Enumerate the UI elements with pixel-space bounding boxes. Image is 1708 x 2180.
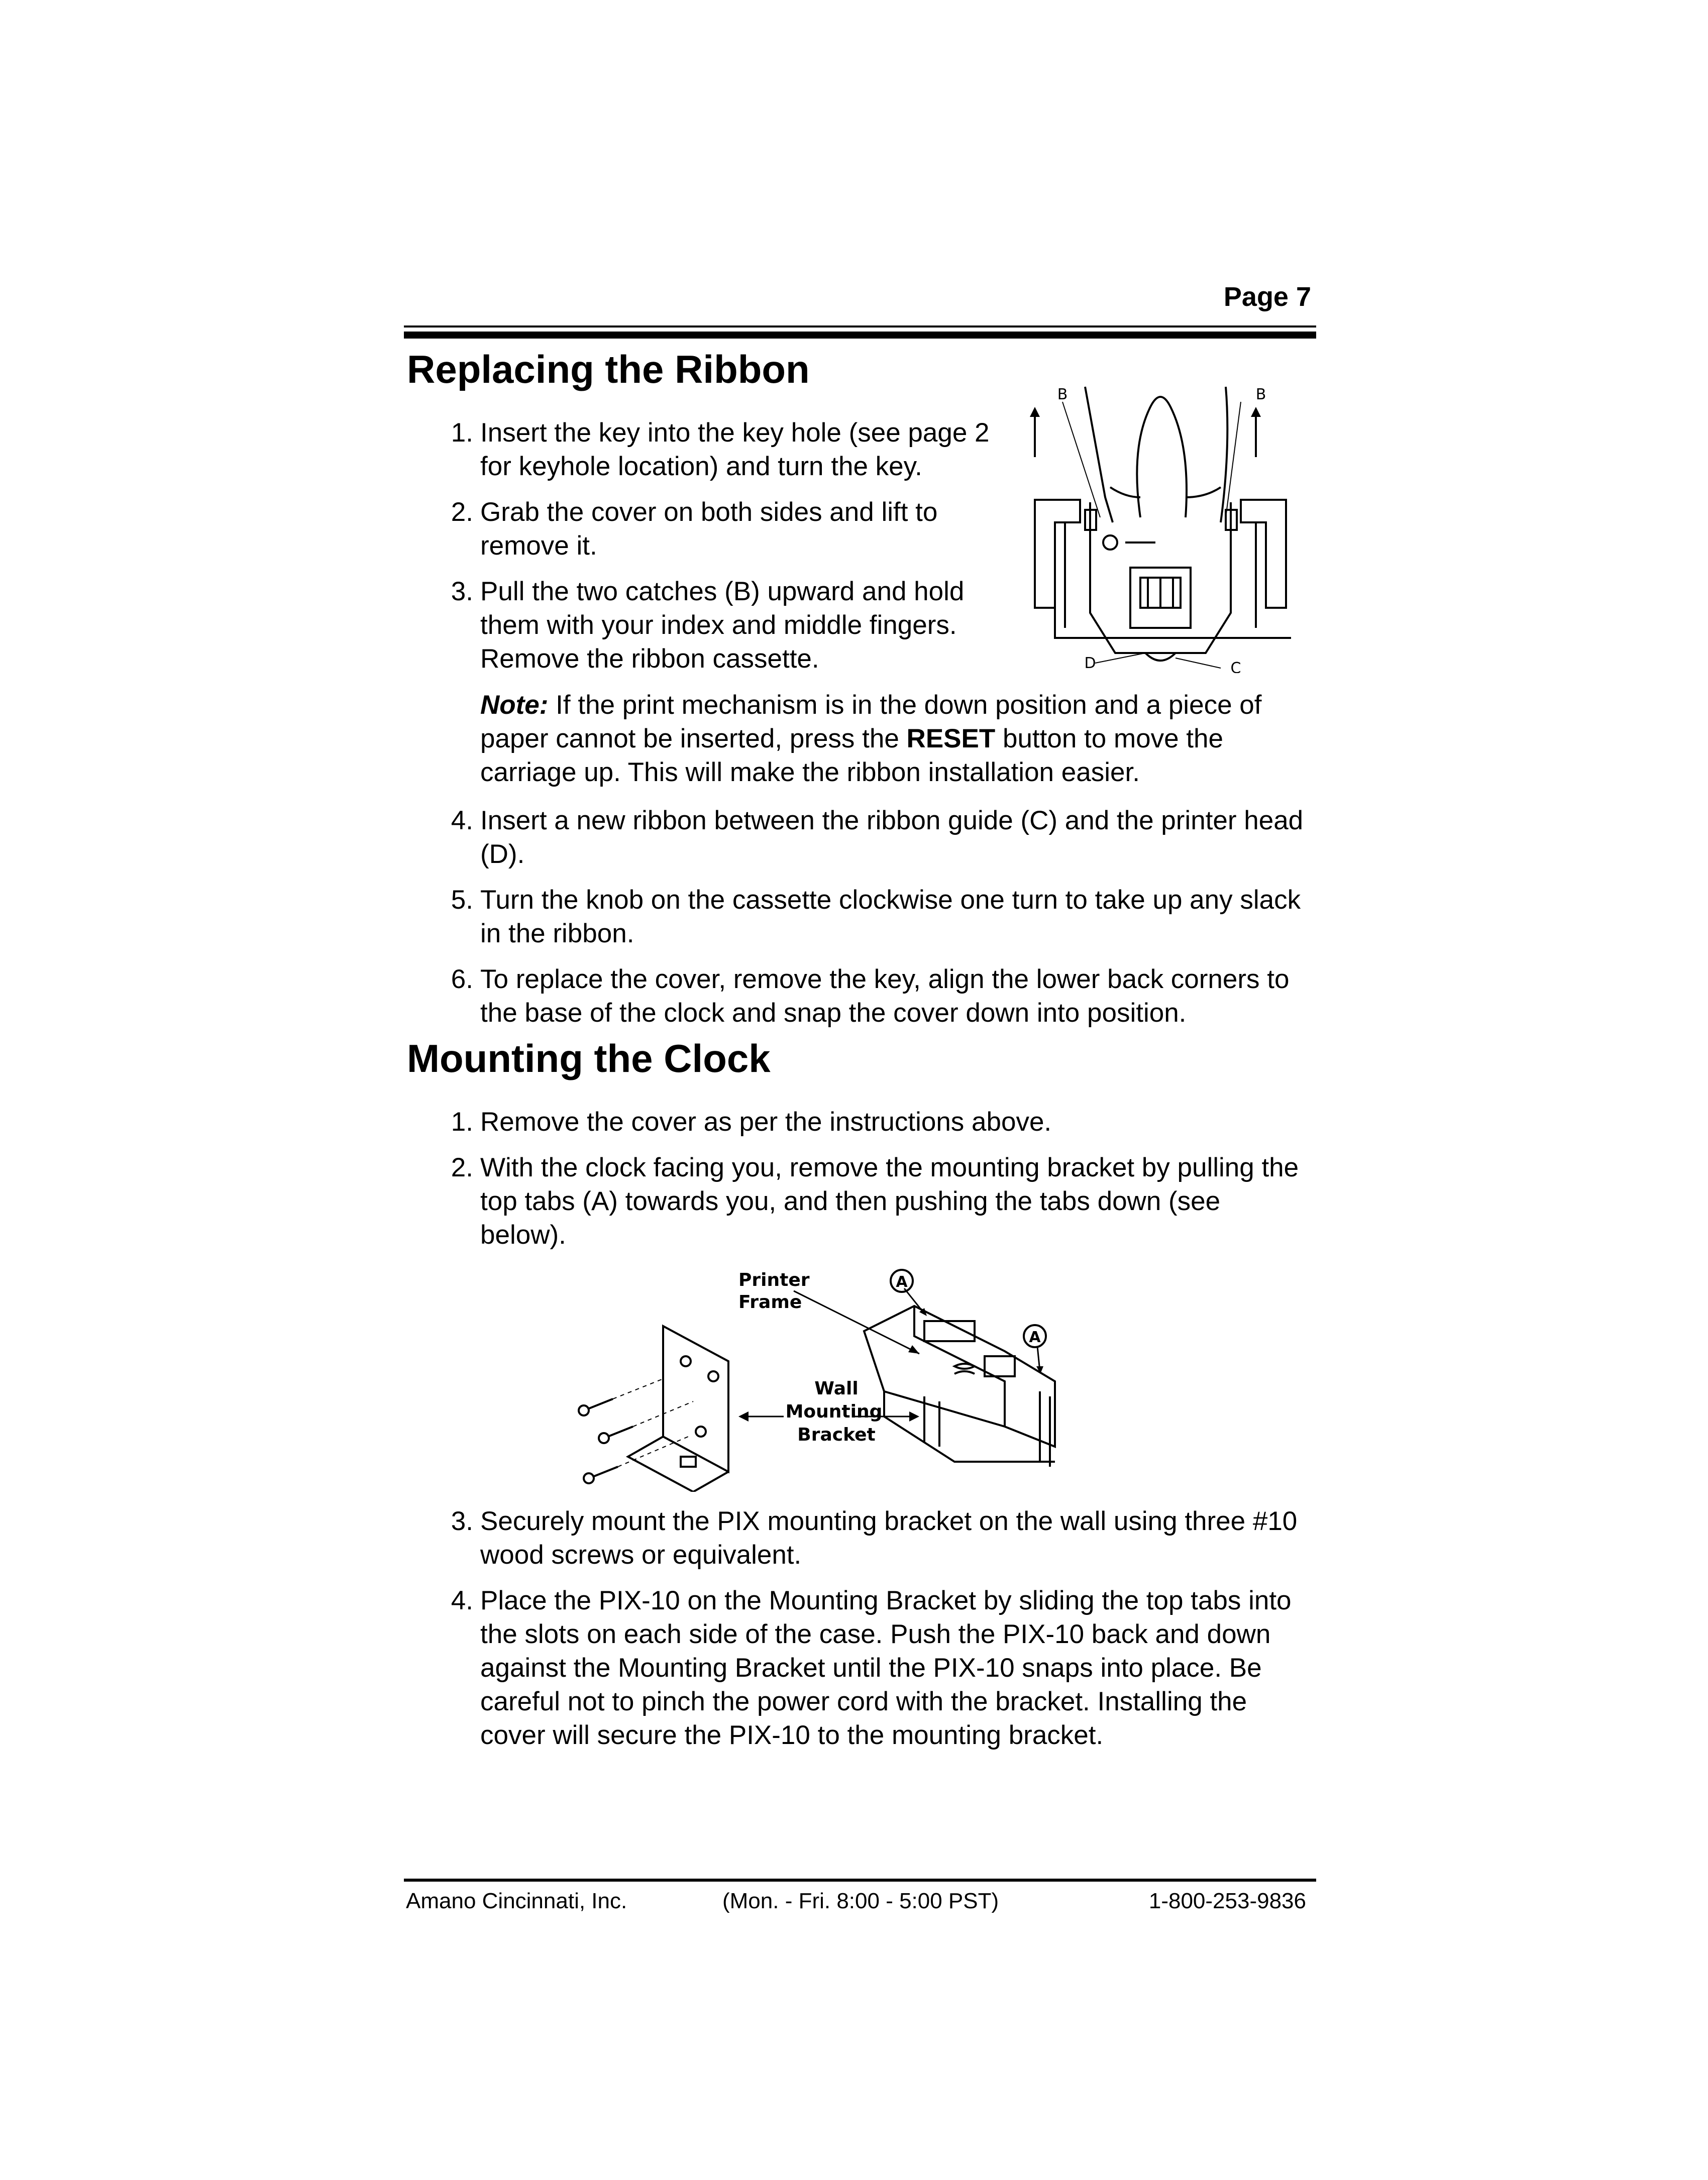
ribbon-steps-4-6 xyxy=(432,804,1316,1030)
list-item xyxy=(432,883,1316,950)
label-frame: Frame xyxy=(738,1292,802,1313)
list-item xyxy=(432,495,1035,563)
arrowhead-right-icon xyxy=(1251,407,1261,417)
list-item xyxy=(432,575,1035,676)
arrowhead-icon xyxy=(908,1345,919,1354)
header-rule-thick xyxy=(404,332,1316,339)
step-text: Turn the knob on the cassette clockwise one turn to take up any slack in the ribbon. xyxy=(480,885,1301,948)
knob-icon xyxy=(1103,535,1117,550)
finger-right-outer xyxy=(1221,387,1227,522)
label-tab-a1: A xyxy=(896,1273,908,1291)
list-item xyxy=(432,1151,1316,1252)
step-number: 4. xyxy=(451,1586,473,1615)
footer-hours: (Mon. - Fri. 8:00 - 5:00 PST) xyxy=(722,1889,999,1913)
wall-bracket-plate xyxy=(663,1326,728,1472)
step-number: 1. xyxy=(451,1107,473,1137)
step-text: Place the PIX-10 on the Mounting Bracket by sliding the top tabs into the slots on each side of the case. Push the PIX-10 back and down against the Mounting Bracket until the PIX-10 snaps into place. Be careful not to pinch the power cord with the bracket. Installing the cover will secure the PIX-10 to the mounting bracket. xyxy=(480,1586,1292,1750)
label-d: D xyxy=(1084,655,1096,672)
note-text-before: If the print mechanism is in the down position and a piece of paper cannot be inserted, press the xyxy=(480,690,1262,753)
arrowhead-left-icon xyxy=(1030,407,1040,417)
step-text: With the clock facing you, remove the mounting bracket by pulling the top tabs (A) towards you, and then pushing the tabs down (see below). xyxy=(480,1153,1299,1250)
finger-left-outer xyxy=(1085,387,1113,522)
page-number: Page 7 xyxy=(1223,282,1311,312)
step-text: Pull the two catches (B) upward and hold them with your index and middle fingers. Remove the ribbon cassette. xyxy=(480,577,965,674)
printer-frame xyxy=(864,1306,1055,1447)
step-text: Grab the cover on both sides and lift to remove it. xyxy=(480,497,938,561)
screw-icon xyxy=(579,1379,663,1415)
ribbon-steps-1-3 xyxy=(432,416,1035,676)
housing-right xyxy=(1241,500,1286,608)
arrowhead-icon xyxy=(909,1411,919,1422)
list-item xyxy=(432,1504,1316,1572)
footer-company: Amano Cincinnati, Inc. xyxy=(406,1889,627,1913)
ribbon-cassette-diagram xyxy=(1025,372,1306,673)
section-title-mounting-clock: Mounting the Clock xyxy=(407,1036,771,1080)
header-rule-thin xyxy=(404,325,1316,328)
step-text: Remove the cover as per the instructions above. xyxy=(480,1107,1052,1137)
step-number: 3. xyxy=(451,577,473,606)
label-b-right: B xyxy=(1255,386,1266,403)
step-text: Insert a new ribbon between the ribbon guide (C) and the printer head (D). xyxy=(480,806,1304,869)
label-mounting: Mounting xyxy=(785,1401,883,1422)
ribbon-guide xyxy=(1145,653,1176,661)
step-number: 5. xyxy=(451,885,473,915)
housing-left xyxy=(1035,500,1080,608)
arrowhead-icon xyxy=(738,1411,749,1422)
list-item xyxy=(432,416,1035,483)
footer-phone: 1-800-253-9836 xyxy=(1148,1889,1306,1913)
note-text-after: button to move the carriage up. This will make the ribbon installation easier. xyxy=(480,724,1223,787)
step-text: Securely mount the PIX mounting bracket on the wall using three #10 wood screws or equivalent. xyxy=(480,1506,1298,1570)
step-number: 3. xyxy=(451,1506,473,1536)
step-number: 6. xyxy=(451,964,473,994)
list-item xyxy=(432,962,1316,1030)
list-item xyxy=(432,1105,1316,1139)
label-wall: Wall xyxy=(814,1378,859,1399)
label-printer: Printer xyxy=(738,1270,810,1290)
label-b-left: B xyxy=(1057,386,1068,403)
section-title-replacing-ribbon: Replacing the Ribbon xyxy=(407,347,810,391)
list-item xyxy=(432,1584,1316,1752)
step-number: 4. xyxy=(451,806,473,835)
list-item xyxy=(432,804,1316,871)
label-c: C xyxy=(1230,660,1241,673)
reset-keyword: RESET xyxy=(906,724,996,753)
mounting-steps-1-2 xyxy=(432,1105,1316,1252)
footer-rule xyxy=(404,1879,1316,1882)
mounting-steps-3-4 xyxy=(432,1504,1316,1752)
note-label: Note: xyxy=(480,690,549,720)
screw-icon xyxy=(599,1401,693,1443)
fingers-middle xyxy=(1137,397,1187,517)
ribbon-note xyxy=(480,688,1304,789)
label-tab-a2: A xyxy=(1029,1329,1041,1346)
step-number: 2. xyxy=(451,1153,473,1182)
step-text: To replace the cover, remove the key, align the lower back corners to the base of the clock and snap the cover down into position. xyxy=(480,964,1290,1028)
step-number: 1. xyxy=(451,418,473,448)
step-number: 2. xyxy=(451,497,473,527)
mounting-bracket-diagram xyxy=(573,1266,1105,1492)
step-text: Insert the key into the key hole (see page 2 for keyhole location) and turn the key. xyxy=(480,418,990,481)
label-bracket: Bracket xyxy=(797,1425,876,1445)
